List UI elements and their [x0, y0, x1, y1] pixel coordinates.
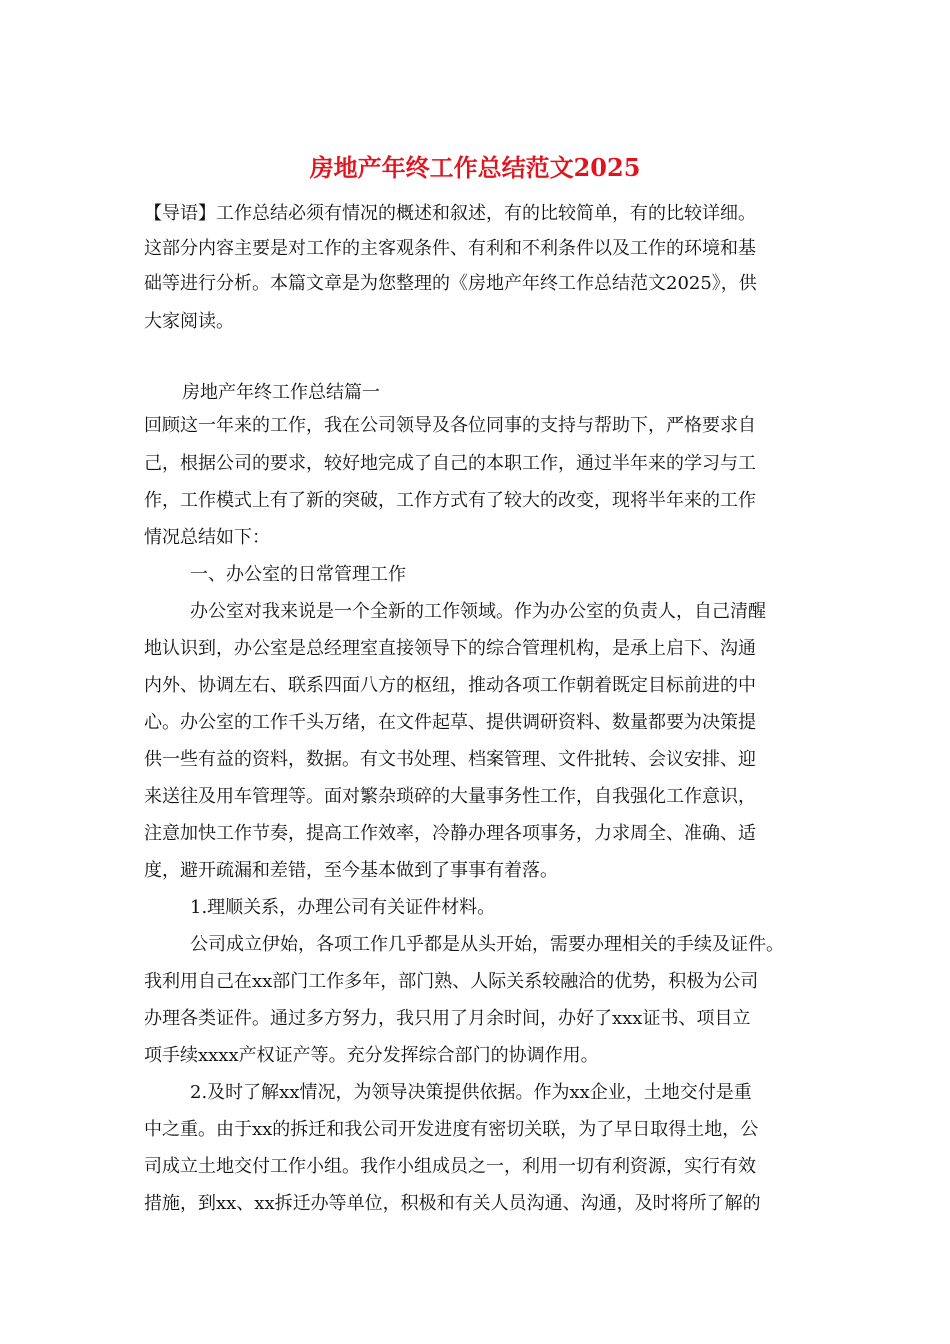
- intro-line-4: 大家阅读。: [144, 311, 234, 332]
- body-line-16: 项手续xxxx产权证产等。充分发挥综合部门的协调作用。: [144, 1045, 599, 1066]
- body-line-14: 我利用自己在xx部门工作多年，部门熟、人际关系较融洽的优势，积极为公司: [144, 971, 759, 992]
- body-line-18: 司成立土地交付工作小组。我作小组成员之一，利用一切有利资源，实行有效: [144, 1156, 756, 1177]
- body-line-3: 作，工作模式上有了新的突破，工作方式有了较大的改变，现将半年来的工作: [144, 490, 756, 511]
- numbered-item-2: 2.及时了解xx情况，为领导决策提供依据。作为xx企业，土地交付是重: [190, 1082, 752, 1103]
- body-line-17: 中之重。由于xx的拆迁和我公司开发进度有密切关联，为了早日取得土地，公: [144, 1119, 759, 1140]
- body-line-11: 注意加快工作节奏，提高工作效率，冷静办理各项事务，力求周全、准确、适: [144, 823, 756, 844]
- body-line-4: 情况总结如下：: [144, 527, 270, 548]
- intro-line-1: 【导语】工作总结必须有情况的概述和叙述，有的比较简单，有的比较详细。: [144, 203, 756, 224]
- body-line-19: 措施，到xx、xx拆迁办等单位，积极和有关人员沟通、沟通，及时将所了解的: [144, 1193, 761, 1214]
- intro-line-2: 这部分内容主要是对工作的主客观条件、有利和不利条件以及工作的环境和基: [144, 238, 756, 259]
- subheading-office: 一、办公室的日常管理工作: [190, 564, 406, 585]
- body-line-8: 心。办公室的工作千头万绪，在文件起草、提供调研资料、数量都要为决策提: [144, 712, 756, 733]
- body-line-1: 回顾这一年来的工作，我在公司领导及各位同事的支持与帮助下，严格要求自: [144, 415, 756, 436]
- body-line-5: 办公室对我来说是一个全新的工作领域。作为办公室的负责人，自己清醒: [190, 601, 766, 622]
- body-line-12: 度，避开疏漏和差错，至今基本做到了事事有着落。: [144, 860, 558, 881]
- body-line-13: 公司成立伊始，各项工作几乎都是从头开始，需要办理相关的手续及证件。: [190, 934, 784, 955]
- body-line-7: 内外、协调左右、联系四面八方的枢纽，推动各项工作朝着既定目标前进的中: [144, 675, 756, 696]
- section-heading: 房地产年终工作总结篇一: [182, 382, 380, 403]
- numbered-item-1: 1.理顺关系，办理公司有关证件材料。: [190, 897, 496, 918]
- document-title: 房地产年终工作总结范文2025: [309, 153, 641, 182]
- intro-line-3: 础等进行分析。本篇文章是为您整理的《房地产年终工作总结范文2025》，供: [144, 273, 757, 294]
- body-line-9: 供一些有益的资料，数据。有文书处理、档案管理、文件批转、会议安排、迎: [144, 749, 756, 770]
- body-line-2: 己，根据公司的要求，较好地完成了自己的本职工作，通过半年来的学习与工: [144, 453, 756, 474]
- body-line-10: 来送往及用车管理等。面对繁杂琐碎的大量事务性工作，自我强化工作意识，: [144, 786, 756, 807]
- body-line-6: 地认识到，办公室是总经理室直接领导下的综合管理机构，是承上启下、沟通: [144, 638, 756, 659]
- body-line-15: 办理各类证件。通过多方努力，我只用了月余时间，办好了xxx证书、项目立: [144, 1008, 751, 1029]
